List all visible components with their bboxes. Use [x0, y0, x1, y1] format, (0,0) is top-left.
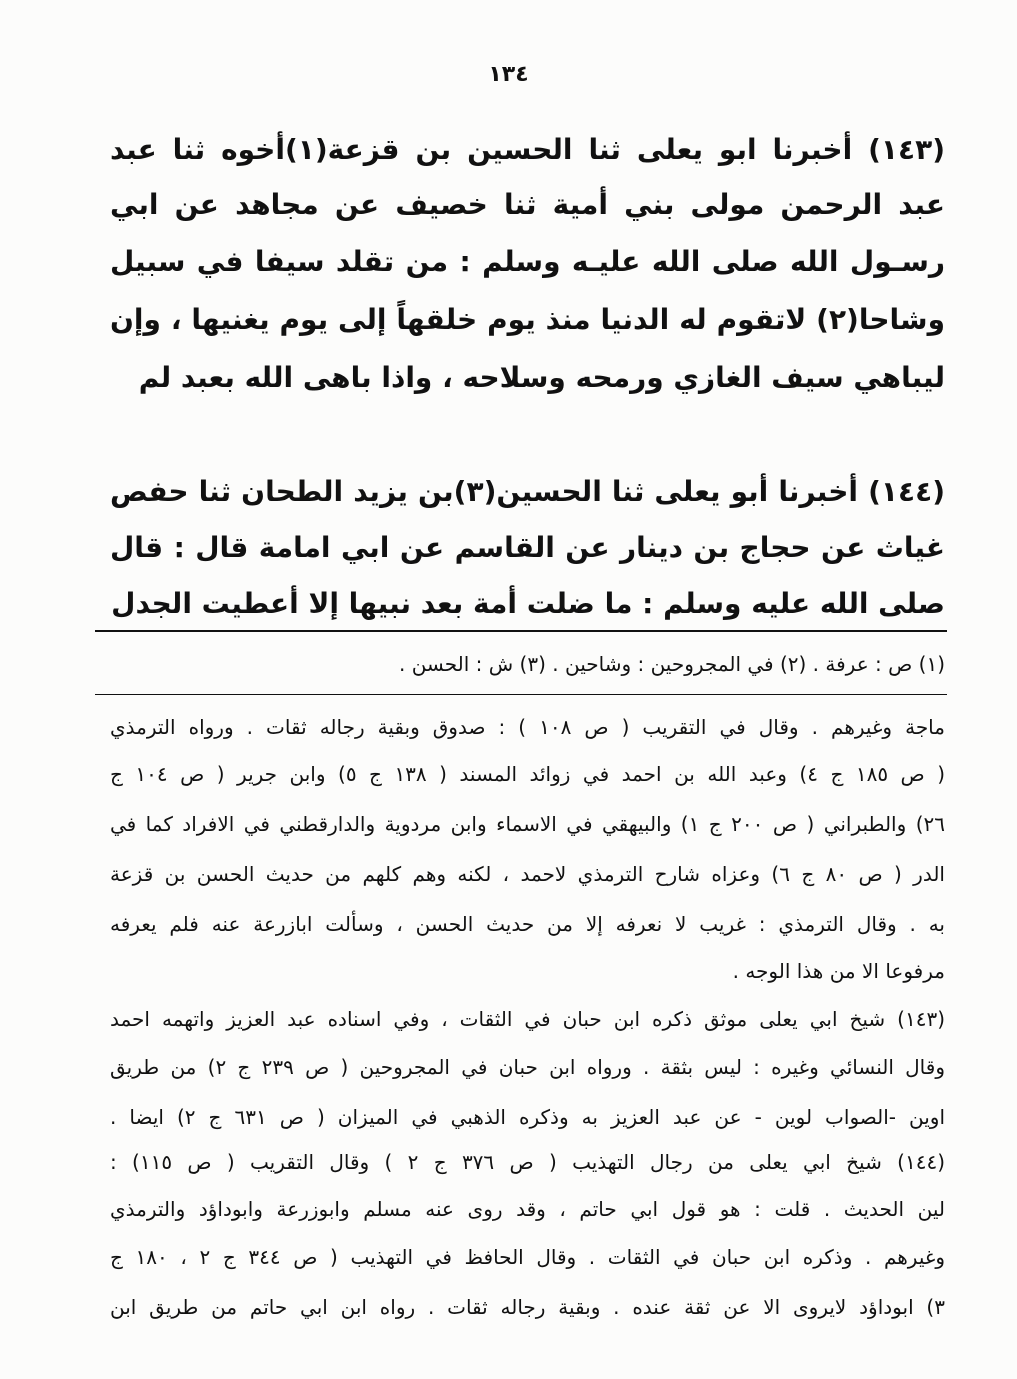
hadith-144-line-1: (١٤٤) أخبرنا أبو يعلى ثنا الحسين(٣)بن يزيد الطحان ثنا حفص: [110, 475, 945, 508]
footnotes: (١) ص : عرفة . (٢) في المجروحين : وشاحين . (٣) ش : الحسن .: [398, 652, 945, 676]
commentary-line-4: الدر ( ص ٨٠ ج ٦) وعزاه شارح الترمذي لاحمد ، لكنه وهم كلهم من حديث الحسن بن قزعة: [110, 862, 945, 886]
commentary-line-13: ٣) ابوداؤد لايروى الا عن ثقة عنده . وبقية رجاله ثقات . رواه ابن ابي حاتم من طريق ابن: [110, 1295, 945, 1319]
commentary-line-6: مرفوعا الا من هذا الوجه .: [732, 959, 945, 983]
commentary-line-3: ٢٦) والطبراني ( ص ٢٠٠ ج ١) والبيهقي في الاسماء وابن مردوية والدارقطني في الافراد كما في: [110, 812, 945, 836]
commentary-line-8: وقال النسائي وغيره : ليس بثقة . ورواه ابن حبان في المجروحين ( ص ٢٣٩ ج ٢) من طريق: [110, 1055, 945, 1079]
hadith-143-line-1: (١٤٣) أخبرنا ابو يعلى ثنا الحسين بن قزعة(١)أخوه ثنا عبد: [110, 133, 945, 166]
hadith-143-line-4: وشاحا(٢) لاتقوم له الدنيا منذ يوم خلقهاً إلى يوم يغنيها ، وإن: [110, 303, 945, 336]
hadith-143-line-5: ليباهي سيف الغازي ورمحه وسلاحه ، واذا باهى الله بعبد لم: [138, 361, 945, 394]
hadith-143-line-3: رسـول الله صلى الله عليـه وسلم : من تقلد سيفا في سبيل: [110, 245, 945, 278]
page-number: ١٣٤: [488, 62, 529, 87]
commentary-line-10: (١٤٤) شيخ ابي يعلى من رجال التهذيب ( ص ٣٧٦ ج ٢ ) وقال التقريب ( ص ١١٥) :: [110, 1150, 945, 1174]
commentary-line-9: اوين -الصواب لوين - عن عبد العزيز به وذكره الذهبي في الميزان ( ص ٦٣١ ج ٢) ايضا .: [110, 1105, 945, 1129]
divider-rule-thin: [95, 694, 947, 695]
commentary-line-7: (١٤٣) شيخ ابي يعلى موثق ذكره ابن حبان في الثقات ، وفي اسناده عبد العزيز واتهمه احمد: [110, 1007, 945, 1031]
commentary-line-12: وغيرهم . وذكره ابن حبان في الثقات . وقال الحافظ في التهذيب ( ص ٣٤٤ ج ٢ ، ١٨٠ ج: [110, 1245, 945, 1269]
hadith-143-line-2: عبد الرحمن مولى بني أمية ثنا خصيف عن مجاهد عن ابي: [110, 188, 945, 221]
commentary-line-11: لين الحديث . قلت : هو قول ابي حاتم ، وقد روى عنه مسلم وابوزرعة وابوداؤد والترمذي: [110, 1197, 945, 1221]
divider-rule: [95, 630, 947, 632]
commentary-line-1: ماجة وغيرهم . وقال في التقريب ( ص ١٠٨ ) : صدوق وبقية رجاله ثقات . ورواه الترمذي: [110, 715, 945, 739]
hadith-144-line-2: غياث عن حجاج بن دينار عن القاسم عن ابي امامة قال : قال: [110, 531, 945, 564]
hadith-144-line-3: صلى الله عليه وسلم : ما ضلت أمة بعد نبيها إلا أعطيت الجدل: [111, 587, 945, 620]
commentary-line-5: به . وقال الترمذي : غريب لا نعرفه إلا من حديث الحسن ، وسألت ابازرعة عنه فلم يعرفه: [110, 912, 945, 936]
commentary-line-2: ( ص ١٨٥ ج ٤) وعبد الله بن احمد في زوائد المسند ( ١٣٨ ج ٥) وابن جرير ( ص ١٠٤ ج: [110, 762, 945, 786]
